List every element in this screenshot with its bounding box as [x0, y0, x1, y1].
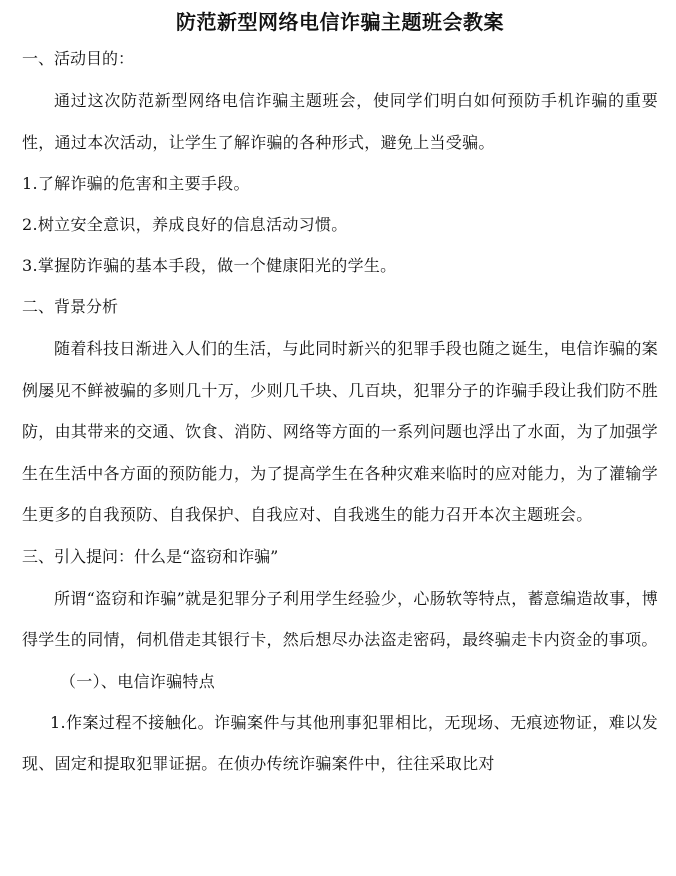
- section-3-subheading: （一）、电信诈骗特点: [60, 671, 216, 691]
- objective-item-1: 1.了解诈骗的危害和主要手段。: [22, 174, 250, 193]
- section-2-body: 随着科技日渐进入人们的生活，与此同时新兴的犯罪手段也随之诞生，电信诈骗的案例屡见不鲜被骗的多则几十万，少则几千块、几百块，犯罪分子的诈骗手段让我们防不胜防，由其带来的交通、饮食、消防、网络等方面的一系列问题也浮出了水面，为了加强学生在生活中各方面的预防能力，为了提高学生在各种灾难来临时的应对能力，为了灌输学生更多的自我预防、自我保护、自我应对、自我逃生的能力召开本次主题班会。: [22, 339, 658, 524]
- objective-item-2: 2.树立安全意识，养成良好的信息活动习惯。: [22, 215, 348, 234]
- objective-item-3: 3.掌握防诈骗的基本手段，做一个健康阳光的学生。: [22, 256, 397, 275]
- document-title: 防范新型网络电信诈骗主题班会教案: [176, 10, 504, 34]
- section-1-heading: 一、活动目的：: [22, 49, 135, 68]
- section-3-body: 所谓“盗窃和诈骗”就是犯罪分子利用学生经验少，心肠软等特点，蓄意编造故事，博得学生的同情，伺机借走其银行卡，然后想尽办法盗走密码，最终骗走卡内资金的事项。: [22, 588, 658, 649]
- section-3-heading: 三、引入提问：什么是“盗窃和诈骗”: [22, 546, 279, 566]
- document-page: [0, 6, 676, 876]
- section-2-heading: 二、背景分析: [22, 297, 119, 316]
- section-1-intro: 通过这次防范新型网络电信诈骗主题班会，使同学们明白如何预防手机诈骗的重要性，通过本次活动，让学生了解诈骗的各种形式，避免上当受骗。: [22, 91, 658, 152]
- feature-point-1: 1.作案过程不接触化。诈骗案件与其他刑事犯罪相比，无现场、无痕迹物证，难以发现、固定和提取犯罪证据。在侦办传统诈骗案件中，往往采取比对: [22, 712, 658, 773]
